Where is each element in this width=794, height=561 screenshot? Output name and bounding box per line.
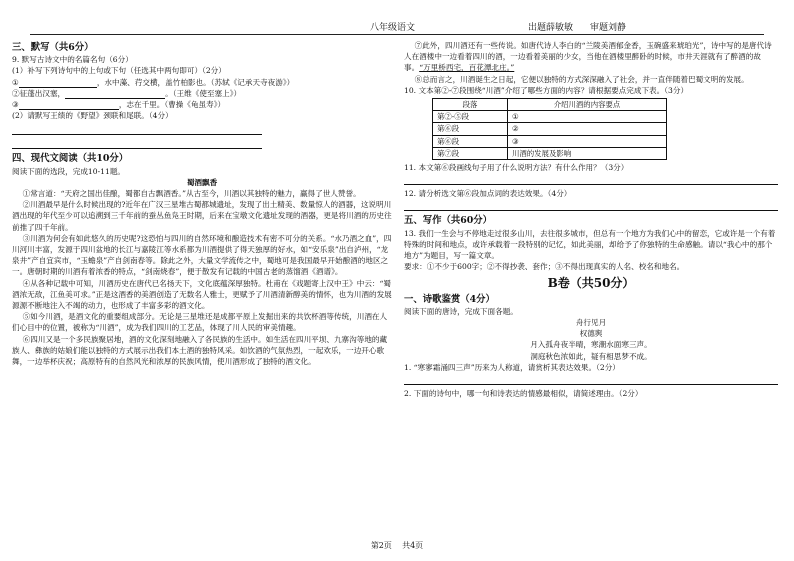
q9: 9. 默写古诗文中的名篇名句（6分） (12, 55, 133, 65)
line-2: ②征蓬出汉塞， 。（王维《使至塞上》） (12, 88, 242, 98)
paragraph-8: ⑧总而言之，川酒诞生之日起，它便以独特的方式深深融入了社会，并一直伴随着巴蜀文明的发展。 (414, 74, 749, 84)
q11: 11. 本文第⑥段画线句子用了什么说明方法？有什么作用？（3分） (404, 163, 629, 173)
answer-line[interactable] (12, 136, 262, 149)
answer-line[interactable] (12, 122, 262, 135)
table-row (433, 123, 667, 135)
answer-line[interactable] (404, 373, 778, 385)
q12: 12. 请分析选文第⑥段加点词的表达效果。（4分） (404, 189, 572, 199)
col-header: 介绍川酒的内容要点 (508, 99, 667, 111)
answer-line[interactable] (404, 199, 778, 211)
writing-requirements: 要求：①不少于600字；②不得抄袭、套作；③不得出现真实的人名、校名和地名。 (404, 262, 685, 272)
poem-question-1: 1. “寒寥霜涌四三声”历来为人称道，请赏析其表达效果。（2分） (404, 362, 620, 372)
blank[interactable] (19, 78, 97, 88)
left-column (12, 40, 392, 367)
header-setter: 出题薛敏敏 (528, 23, 574, 33)
q9-1: (1）补写下列诗句中的上句或下句（任选其中两句即可）（2分） (12, 66, 226, 76)
page-total: 共4页 (402, 541, 424, 550)
header-reviewer: 审题刘静 (590, 23, 627, 33)
table-cell: 川酒的发展及影响 (508, 147, 667, 159)
paragraph-2: ②川酒最早是什么时候出现的?近年在广汉三星堆古蜀都城遗址，发现了出土精美、数量惊人的酒器，这说明川酒出现的年代至少可以追溯到三千年前的蚕丛鱼凫王时期，后来在宝墩文化遗址发现的酒器，更是将川酒的历史往前推了四千年前。 (12, 200, 392, 232)
page-footer (0, 540, 794, 551)
paragraph-5: ⑤如今川酒，是酒文化的重要组成部分。无论是三星堆还是成都平原上发掘出来的共饮杯酒等传统，川酒在人们心目中的位置，被称为“川酒”，成为我们四川的工艺品，体现了川人民的审美情趣。 (12, 312, 388, 333)
poem-line: 月入孤舟夜半晴，寒潮水面寒三声。 (530, 340, 652, 350)
summary-table (432, 98, 667, 160)
page-number: 第2页 (370, 541, 392, 550)
right-column (404, 40, 778, 399)
section-5-title: 五、写作（共60分） (404, 215, 493, 227)
q10: 10. 文本第②-⑦段围绕“川酒”介绍了哪些方面的内容？请根据要点完成下表。（3分） (404, 85, 689, 95)
table-cell: 第⑥段 (433, 123, 508, 135)
table-cell: 第②-⑤段 (433, 111, 508, 123)
header-rule (30, 34, 764, 35)
paragraph-6: ⑥四川又是一个多民族聚居地，酒的文化深刻地融入了各民族的生活中。如生活在四川平坝、九寨沟等地的藏族人、彝族的姑娘们能以独特的方式展示出我们本土酒的独特风采。如饮酒的气氛热烈，一起欢乐，一边开心歌舞，一边举杯庆祝；高原特有的自然风光和浓厚的民族风情，使川酒形成了独特的酒文化。 (12, 334, 388, 367)
table-cell[interactable]: ③ (508, 135, 667, 147)
paragraph-4: ④从各种记载中可知，川酒历史在唐代已名扬天下，文化底蕴深厚独特。杜甫在《戏题寄上汉中王》中云：“蜀酒浓无敌，江鱼美可求。”正是这酒香的美酒创造了无数名人雅士，更赋予了川酒清新醇美的情怀，也为川酒的发展源源不断地注入不竭的动力，也形成了丰富多彩的酒文化。 (12, 278, 392, 311)
blank[interactable] (19, 100, 119, 110)
line-1: ① ，水中藻、荇交横，盖竹柏影也。（苏轼《记承天寺夜游》） (12, 77, 295, 87)
answer-line[interactable] (404, 173, 778, 185)
table-row (433, 135, 667, 147)
table-row (433, 111, 667, 123)
article-title: 蜀酒飘香 (186, 177, 218, 187)
table-header (433, 99, 667, 111)
table-cell[interactable]: ② (508, 123, 667, 135)
section-3-title: 三、默写（共6分） (12, 42, 94, 53)
paragraph-7: ⑦此外，四川酒还有一些传说。如唐代诗人李白的“兰陵美酒郁金香，玉碗盛来琥珀光”，诗中写的是唐代诗人在酒楼中一边看着四川的酒，一边看着美丽的少女，当他在酒楼里醉卧的时候，市井天涯就有了醉酒的故事。“万里桥西宅，百花潭北庄。” (404, 41, 772, 73)
paragraph-3: ③川酒为何会有如此悠久的历史呢?这恐怕与四川的自然环境和酿造技术有密不可分的关系。“水乃酒之血”，四川河川丰富，发源于四川盆地的长江与嘉陵江等水系都为川酒提供了得天独厚的好水，如“安乐泉”出自泸州，“龙泉井”产自宜宾市，“玉蟾泉”产自剑南春等。除此之外，大量文学流传之中，蜀地可是我国最早开始酿酒的地区之一。唐朝时期的川酒有着浓香的特点，“剑南烧春”，便于散发有记载的中国古老的蒸馏酒《酒谱》。 (12, 233, 392, 277)
q13: 13. 我们一生会与不停地走过很多山川，去往很多城市，但总有一个地方为我们心中的留恋，它或许是一个有着特殊的时间和地点，或许承载着一段特别的记忆，如此美丽，却给予了你独特的生命感触。请以“我心中的那个地方”为题目，写一篇文章。 (404, 228, 776, 261)
poem-intro: 阅读下面的唐诗，完成下面各题。 (404, 306, 518, 316)
poem-author: 权德舆 (579, 329, 603, 339)
q9-2: (2）请默写王绩的《野望》颈联和尾联。（4分） (12, 111, 173, 121)
col-header: 段落 (433, 99, 508, 111)
poem-title: 舟行见月 (575, 318, 607, 328)
blank[interactable] (65, 89, 165, 99)
table-cell: 第⑥段 (433, 135, 508, 147)
part-b-title: B卷（共50分） (547, 276, 635, 291)
table-cell: 第⑦段 (433, 147, 508, 159)
poem-question-2: 2. 下面的诗句中，哪一句和诗表达的情感最相似，请简述理由。（2分） (404, 389, 643, 399)
paragraph-1: ①常言道：“天府之国出佳酿，蜀都自古飘酒香。”从古至今，川酒以其独特的魅力，赢得了世人赞誉。 (22, 189, 361, 199)
poetry-section-title: 一、诗歌鉴赏（4分） (404, 293, 495, 305)
line-3: ③ ，志在千里。（曹操《龟虽寿》） (12, 100, 226, 110)
section-4-title: 四、现代文阅读（共10分） (12, 153, 129, 165)
reading-intro: 阅读下面的选段，完成10-11题。 (12, 166, 126, 176)
table-row (433, 147, 667, 159)
table-cell[interactable]: ① (508, 111, 667, 123)
poem-line: 洞庭秋色浓如此，疑有相思梦不成。 (530, 351, 652, 361)
header-grade: 八年级语文 (370, 23, 416, 33)
